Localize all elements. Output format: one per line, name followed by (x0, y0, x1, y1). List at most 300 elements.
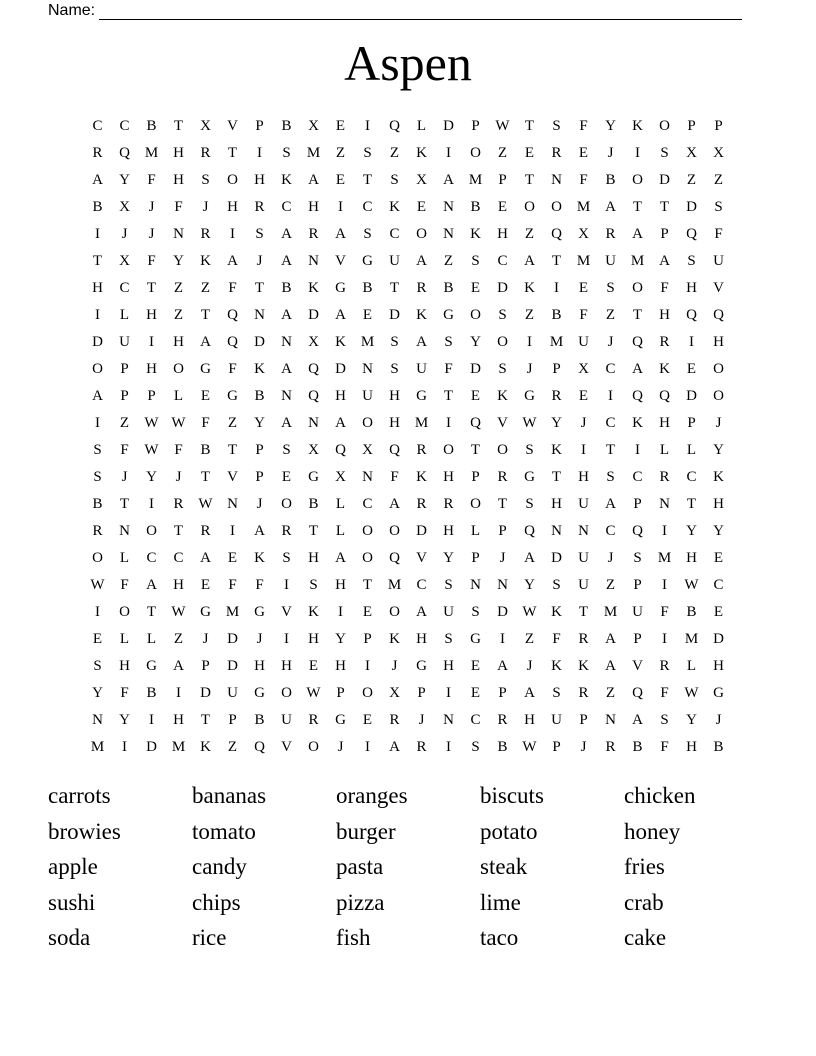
grid-cell: M (576, 199, 591, 215)
word-item: honey (624, 818, 681, 844)
grid-cell: T (632, 199, 643, 215)
grid-cell: X (362, 442, 373, 458)
grid-cell: K (308, 280, 319, 296)
grid-cell: B (254, 388, 265, 404)
grid-cell: H (308, 199, 319, 215)
grid-cell: E (686, 361, 697, 377)
grid-cell: W (522, 415, 537, 431)
grid-row (84, 410, 732, 437)
grid-row (84, 275, 732, 302)
grid-cell: O (632, 172, 643, 188)
grid-cell: U (605, 253, 616, 269)
grid-cell: O (470, 307, 481, 323)
grid-cell: G (335, 712, 346, 728)
grid-cell: G (443, 307, 454, 323)
grid-cell: I (230, 523, 235, 539)
word-item: taco (480, 925, 519, 951)
grid-cell: S (714, 199, 723, 215)
grid-cell: O (389, 523, 400, 539)
grid-cell: T (92, 253, 103, 269)
grid-cell: L (335, 496, 346, 512)
grid-cell: K (551, 658, 562, 674)
grid-cell: O (362, 550, 373, 566)
grid-cell: W (684, 577, 699, 593)
grid-cell: R (200, 523, 211, 539)
grid-cell: H (443, 523, 454, 539)
grid-cell: T (146, 280, 157, 296)
grid-cell: R (551, 145, 562, 161)
grid-cell: P (552, 739, 561, 755)
grid-cell: H (173, 577, 184, 593)
grid-cell: S (606, 469, 615, 485)
grid-cell: E (470, 388, 481, 404)
word-item: rice (192, 925, 227, 951)
grid-cell: T (362, 172, 373, 188)
grid-cell: T (551, 469, 562, 485)
grid-cell: I (149, 496, 154, 512)
grid-cell: R (416, 739, 427, 755)
grid-cell: Q (524, 523, 535, 539)
grid-cell: B (92, 496, 103, 512)
grid-cell: C (173, 550, 184, 566)
grid-cell: E (335, 118, 346, 134)
grid-cell: Z (605, 307, 616, 323)
grid-cell: F (228, 577, 237, 593)
grid-cell: K (713, 469, 724, 485)
grid-cell: X (308, 118, 319, 134)
grid-cell: T (389, 280, 400, 296)
grid-cell: K (497, 388, 508, 404)
grid-cell: M (306, 145, 321, 161)
grid-cell: D (686, 388, 697, 404)
grid-row (84, 113, 732, 140)
grid-cell: M (468, 172, 483, 188)
grid-cell: Z (173, 307, 184, 323)
grid-cell: W (522, 739, 537, 755)
grid-cell: I (284, 631, 289, 647)
grid-cell: N (254, 307, 265, 323)
grid-cell: P (336, 685, 345, 701)
grid-cell: N (281, 334, 292, 350)
grid-cell: C (146, 550, 157, 566)
grid-cell: O (443, 442, 454, 458)
grid-cell: K (389, 631, 400, 647)
grid-cell: N (497, 577, 508, 593)
grid-cell: O (92, 550, 103, 566)
grid-cell: B (551, 307, 562, 323)
grid-cell: P (660, 226, 669, 242)
grid-cell: J (202, 631, 209, 647)
grid-cell: I (95, 415, 100, 431)
grid-cell: E (470, 685, 481, 701)
grid-cell: M (225, 604, 240, 620)
grid-cell: G (200, 604, 211, 620)
grid-cell: G (713, 685, 724, 701)
grid-cell: Y (92, 685, 103, 701)
grid-cell: Y (146, 469, 157, 485)
grid-cell: F (660, 280, 669, 296)
grid-cell: H (308, 550, 319, 566)
grid-cell: O (281, 496, 292, 512)
grid-cell: O (470, 496, 481, 512)
grid-cell: D (308, 307, 319, 323)
grid-cell: V (416, 550, 427, 566)
grid-cell: E (281, 469, 292, 485)
grid-cell: R (254, 199, 265, 215)
grid-cell: F (147, 253, 156, 269)
grid-cell: F (201, 415, 210, 431)
grid-cell: N (443, 226, 454, 242)
grid-cell: I (365, 658, 370, 674)
grid-cell: Y (173, 253, 184, 269)
grid-cell: P (687, 415, 696, 431)
grid-cell: H (254, 658, 265, 674)
grid-cell: Y (713, 442, 724, 458)
grid-cell: A (335, 226, 346, 242)
grid-cell: Z (497, 145, 508, 161)
grid-cell: K (416, 145, 427, 161)
grid-cell: D (470, 361, 481, 377)
grid-cell: A (389, 739, 400, 755)
grid-cell: S (552, 577, 561, 593)
grid-cell: D (254, 334, 265, 350)
grid-cell: N (443, 712, 454, 728)
grid-cell: N (578, 523, 589, 539)
grid-cell: J (607, 145, 614, 161)
grid-cell: O (416, 226, 427, 242)
grid-cell: N (308, 253, 319, 269)
grid-cell: P (498, 685, 507, 701)
grid-cell: S (471, 604, 480, 620)
grid-cell: S (687, 253, 696, 269)
grid-cell: V (227, 469, 238, 485)
grid-cell: Z (335, 145, 346, 161)
grid-cell: U (713, 253, 724, 269)
grid-cell: M (414, 415, 429, 431)
grid-cell: T (497, 496, 508, 512)
grid-cell: J (121, 469, 128, 485)
word-row (48, 885, 768, 921)
word-item: potato (480, 818, 538, 844)
grid-cell: I (122, 739, 127, 755)
grid-cell: M (360, 334, 375, 350)
word-row (48, 920, 768, 956)
grid-row (84, 140, 732, 167)
grid-cell: N (605, 712, 616, 728)
grid-cell: K (281, 172, 292, 188)
grid-cell: T (362, 577, 373, 593)
grid-cell: G (524, 469, 535, 485)
grid-row (84, 437, 732, 464)
grid-row (84, 734, 732, 761)
grid-cell: H (686, 280, 697, 296)
grid-cell: O (362, 523, 373, 539)
grid-cell: D (92, 334, 103, 350)
grid-cell: X (389, 685, 400, 701)
grid-cell: U (281, 712, 292, 728)
word-item: steak (480, 854, 528, 880)
word-item: apple (48, 854, 98, 880)
grid-row (84, 545, 732, 572)
grid-row (84, 248, 732, 275)
grid-cell: J (256, 496, 263, 512)
grid-cell: S (471, 253, 480, 269)
grid-cell: A (281, 226, 292, 242)
grid-cell: T (443, 388, 454, 404)
grid-cell: R (605, 226, 616, 242)
grid-cell: J (256, 253, 263, 269)
word-item: chicken (624, 783, 696, 809)
grid-cell: B (497, 739, 508, 755)
grid-cell: M (630, 253, 645, 269)
grid-cell: P (228, 712, 237, 728)
grid-cell: K (659, 361, 670, 377)
grid-cell: S (471, 739, 480, 755)
grid-cell: S (552, 685, 561, 701)
grid-cell: M (657, 550, 672, 566)
grid-cell: N (443, 199, 454, 215)
grid-cell: P (579, 712, 588, 728)
grid-cell: K (389, 199, 400, 215)
grid-cell: E (200, 577, 211, 593)
grid-cell: E (335, 172, 346, 188)
grid-cell: Y (551, 415, 562, 431)
grid-cell: B (281, 118, 292, 134)
grid-cell: A (281, 253, 292, 269)
grid-cell: N (227, 496, 238, 512)
grid-cell: T (551, 253, 562, 269)
grid-cell: Z (389, 145, 400, 161)
grid-cell: Q (470, 415, 481, 431)
grid-cell: S (390, 361, 399, 377)
grid-cell: R (659, 334, 670, 350)
grid-cell: S (363, 226, 372, 242)
grid-cell: Y (686, 523, 697, 539)
grid-cell: A (605, 496, 616, 512)
grid-cell: J (499, 550, 506, 566)
grid-cell: H (335, 658, 346, 674)
grid-cell: Q (632, 388, 643, 404)
grid-cell: J (148, 226, 155, 242)
grid-cell: Z (605, 577, 616, 593)
grid-cell: W (495, 118, 510, 134)
word-item: browies (48, 818, 121, 844)
grid-cell: K (578, 658, 589, 674)
grid-cell: H (389, 415, 400, 431)
grid-cell: O (119, 604, 130, 620)
grid-cell: Q (389, 442, 400, 458)
grid-cell: S (525, 496, 534, 512)
grid-cell: A (146, 577, 157, 593)
grid-cell: U (578, 550, 589, 566)
grid-row (84, 221, 732, 248)
grid-cell: B (632, 739, 643, 755)
grid-cell: P (255, 442, 264, 458)
grid-cell: S (444, 334, 453, 350)
grid-cell: W (684, 685, 699, 701)
grid-cell: C (119, 280, 130, 296)
grid-cell: S (444, 631, 453, 647)
grid-cell: T (524, 118, 535, 134)
grid-cell: A (524, 550, 535, 566)
grid-cell: J (256, 631, 263, 647)
grid-cell: E (362, 307, 373, 323)
grid-cell: B (308, 496, 319, 512)
grid-cell: E (416, 199, 427, 215)
grid-cell: T (200, 307, 211, 323)
grid-row (84, 599, 732, 626)
grid-cell: R (416, 496, 427, 512)
grid-cell: Q (389, 118, 400, 134)
grid-cell: I (149, 712, 154, 728)
grid-cell: Z (686, 172, 697, 188)
word-item: cake (624, 925, 667, 951)
grid-cell: W (306, 685, 321, 701)
grid-cell: H (173, 334, 184, 350)
grid-cell: X (308, 334, 319, 350)
grid-cell: T (146, 604, 157, 620)
grid-cell: A (605, 199, 616, 215)
grid-cell: P (552, 361, 561, 377)
grid-cell: J (148, 199, 155, 215)
grid-cell: U (362, 388, 373, 404)
grid-cell: C (713, 577, 724, 593)
grid-cell: Q (254, 739, 265, 755)
grid-cell: D (335, 361, 346, 377)
grid-cell: C (92, 118, 103, 134)
grid-cell: R (605, 739, 616, 755)
grid-cell: U (632, 604, 643, 620)
grid-cell: R (308, 226, 319, 242)
grid-cell: E (713, 550, 724, 566)
grid-cell: E (524, 145, 535, 161)
grid-cell: H (146, 307, 157, 323)
grid-cell: V (632, 658, 643, 674)
grid-cell: E (227, 550, 238, 566)
grid-cell: P (147, 388, 156, 404)
grid-cell: N (362, 361, 373, 377)
grid-row (84, 653, 732, 680)
grid-cell: D (659, 172, 670, 188)
grid-cell: K (551, 604, 562, 620)
word-list (48, 778, 768, 956)
grid-cell: I (662, 577, 667, 593)
grid-cell: U (389, 253, 400, 269)
grid-cell: K (254, 361, 265, 377)
grid-cell: O (632, 280, 643, 296)
grid-cell: T (308, 523, 319, 539)
grid-cell: Q (632, 685, 643, 701)
grid-cell: H (335, 577, 346, 593)
grid-cell: L (119, 631, 130, 647)
grid-cell: W (522, 604, 537, 620)
grid-cell: L (146, 631, 157, 647)
grid-cell: S (498, 361, 507, 377)
grid-cell: D (227, 631, 238, 647)
grid-row (84, 194, 732, 221)
grid-cell: W (144, 415, 159, 431)
grid-cell: D (146, 739, 157, 755)
grid-cell: R (281, 523, 292, 539)
grid-cell: S (309, 577, 318, 593)
grid-cell: J (526, 361, 533, 377)
grid-cell: P (633, 577, 642, 593)
grid-cell: Q (227, 307, 238, 323)
grid-cell: F (174, 442, 183, 458)
grid-cell: T (254, 280, 265, 296)
grid-cell: J (715, 415, 722, 431)
grid-cell: N (362, 469, 373, 485)
grid-cell: K (416, 307, 427, 323)
grid-cell: H (443, 469, 454, 485)
grid-cell: F (174, 199, 183, 215)
grid-cell: S (282, 442, 291, 458)
word-item: oranges (336, 783, 408, 809)
grid-cell: C (362, 496, 373, 512)
grid-cell: E (713, 604, 724, 620)
grid-cell: J (418, 712, 425, 728)
grid-cell: G (335, 280, 346, 296)
grid-cell: N (281, 388, 292, 404)
grid-cell: Z (227, 739, 238, 755)
grid-cell: H (389, 388, 400, 404)
grid-cell: E (497, 199, 508, 215)
grid-cell: O (551, 199, 562, 215)
grid-cell: G (308, 469, 319, 485)
grid-cell: A (524, 253, 535, 269)
grid-cell: J (391, 658, 398, 674)
grid-cell: R (200, 226, 211, 242)
grid-cell: P (201, 658, 210, 674)
grid-cell: A (173, 658, 184, 674)
grid-cell: P (471, 118, 480, 134)
grid-cell: C (119, 118, 130, 134)
grid-cell: V (713, 280, 724, 296)
grid-cell: Z (713, 172, 724, 188)
grid-cell: A (416, 253, 427, 269)
grid-cell: B (92, 199, 103, 215)
grid-cell: A (335, 550, 346, 566)
grid-cell: F (120, 442, 129, 458)
grid-cell: I (338, 199, 343, 215)
grid-cell: H (713, 334, 724, 350)
grid-cell: B (605, 172, 616, 188)
grid-cell: H (308, 631, 319, 647)
grid-cell: B (146, 685, 157, 701)
grid-cell: T (227, 442, 238, 458)
grid-row (84, 356, 732, 383)
grid-cell: O (146, 523, 157, 539)
grid-cell: D (416, 523, 427, 539)
grid-cell: X (308, 442, 319, 458)
grid-cell: S (606, 280, 615, 296)
grid-cell: M (144, 145, 159, 161)
grid-cell: E (308, 658, 319, 674)
grid-cell: W (171, 604, 186, 620)
grid-cell: L (335, 523, 346, 539)
grid-cell: U (443, 604, 454, 620)
grid-cell: X (119, 199, 130, 215)
grid-cell: A (200, 550, 211, 566)
grid-row (84, 680, 732, 707)
grid-cell: T (659, 199, 670, 215)
grid-cell: I (149, 334, 154, 350)
grid-cell: S (498, 307, 507, 323)
name-field (48, 0, 742, 20)
grid-cell: P (687, 118, 696, 134)
grid-cell: M (603, 604, 618, 620)
grid-cell: Q (335, 442, 346, 458)
